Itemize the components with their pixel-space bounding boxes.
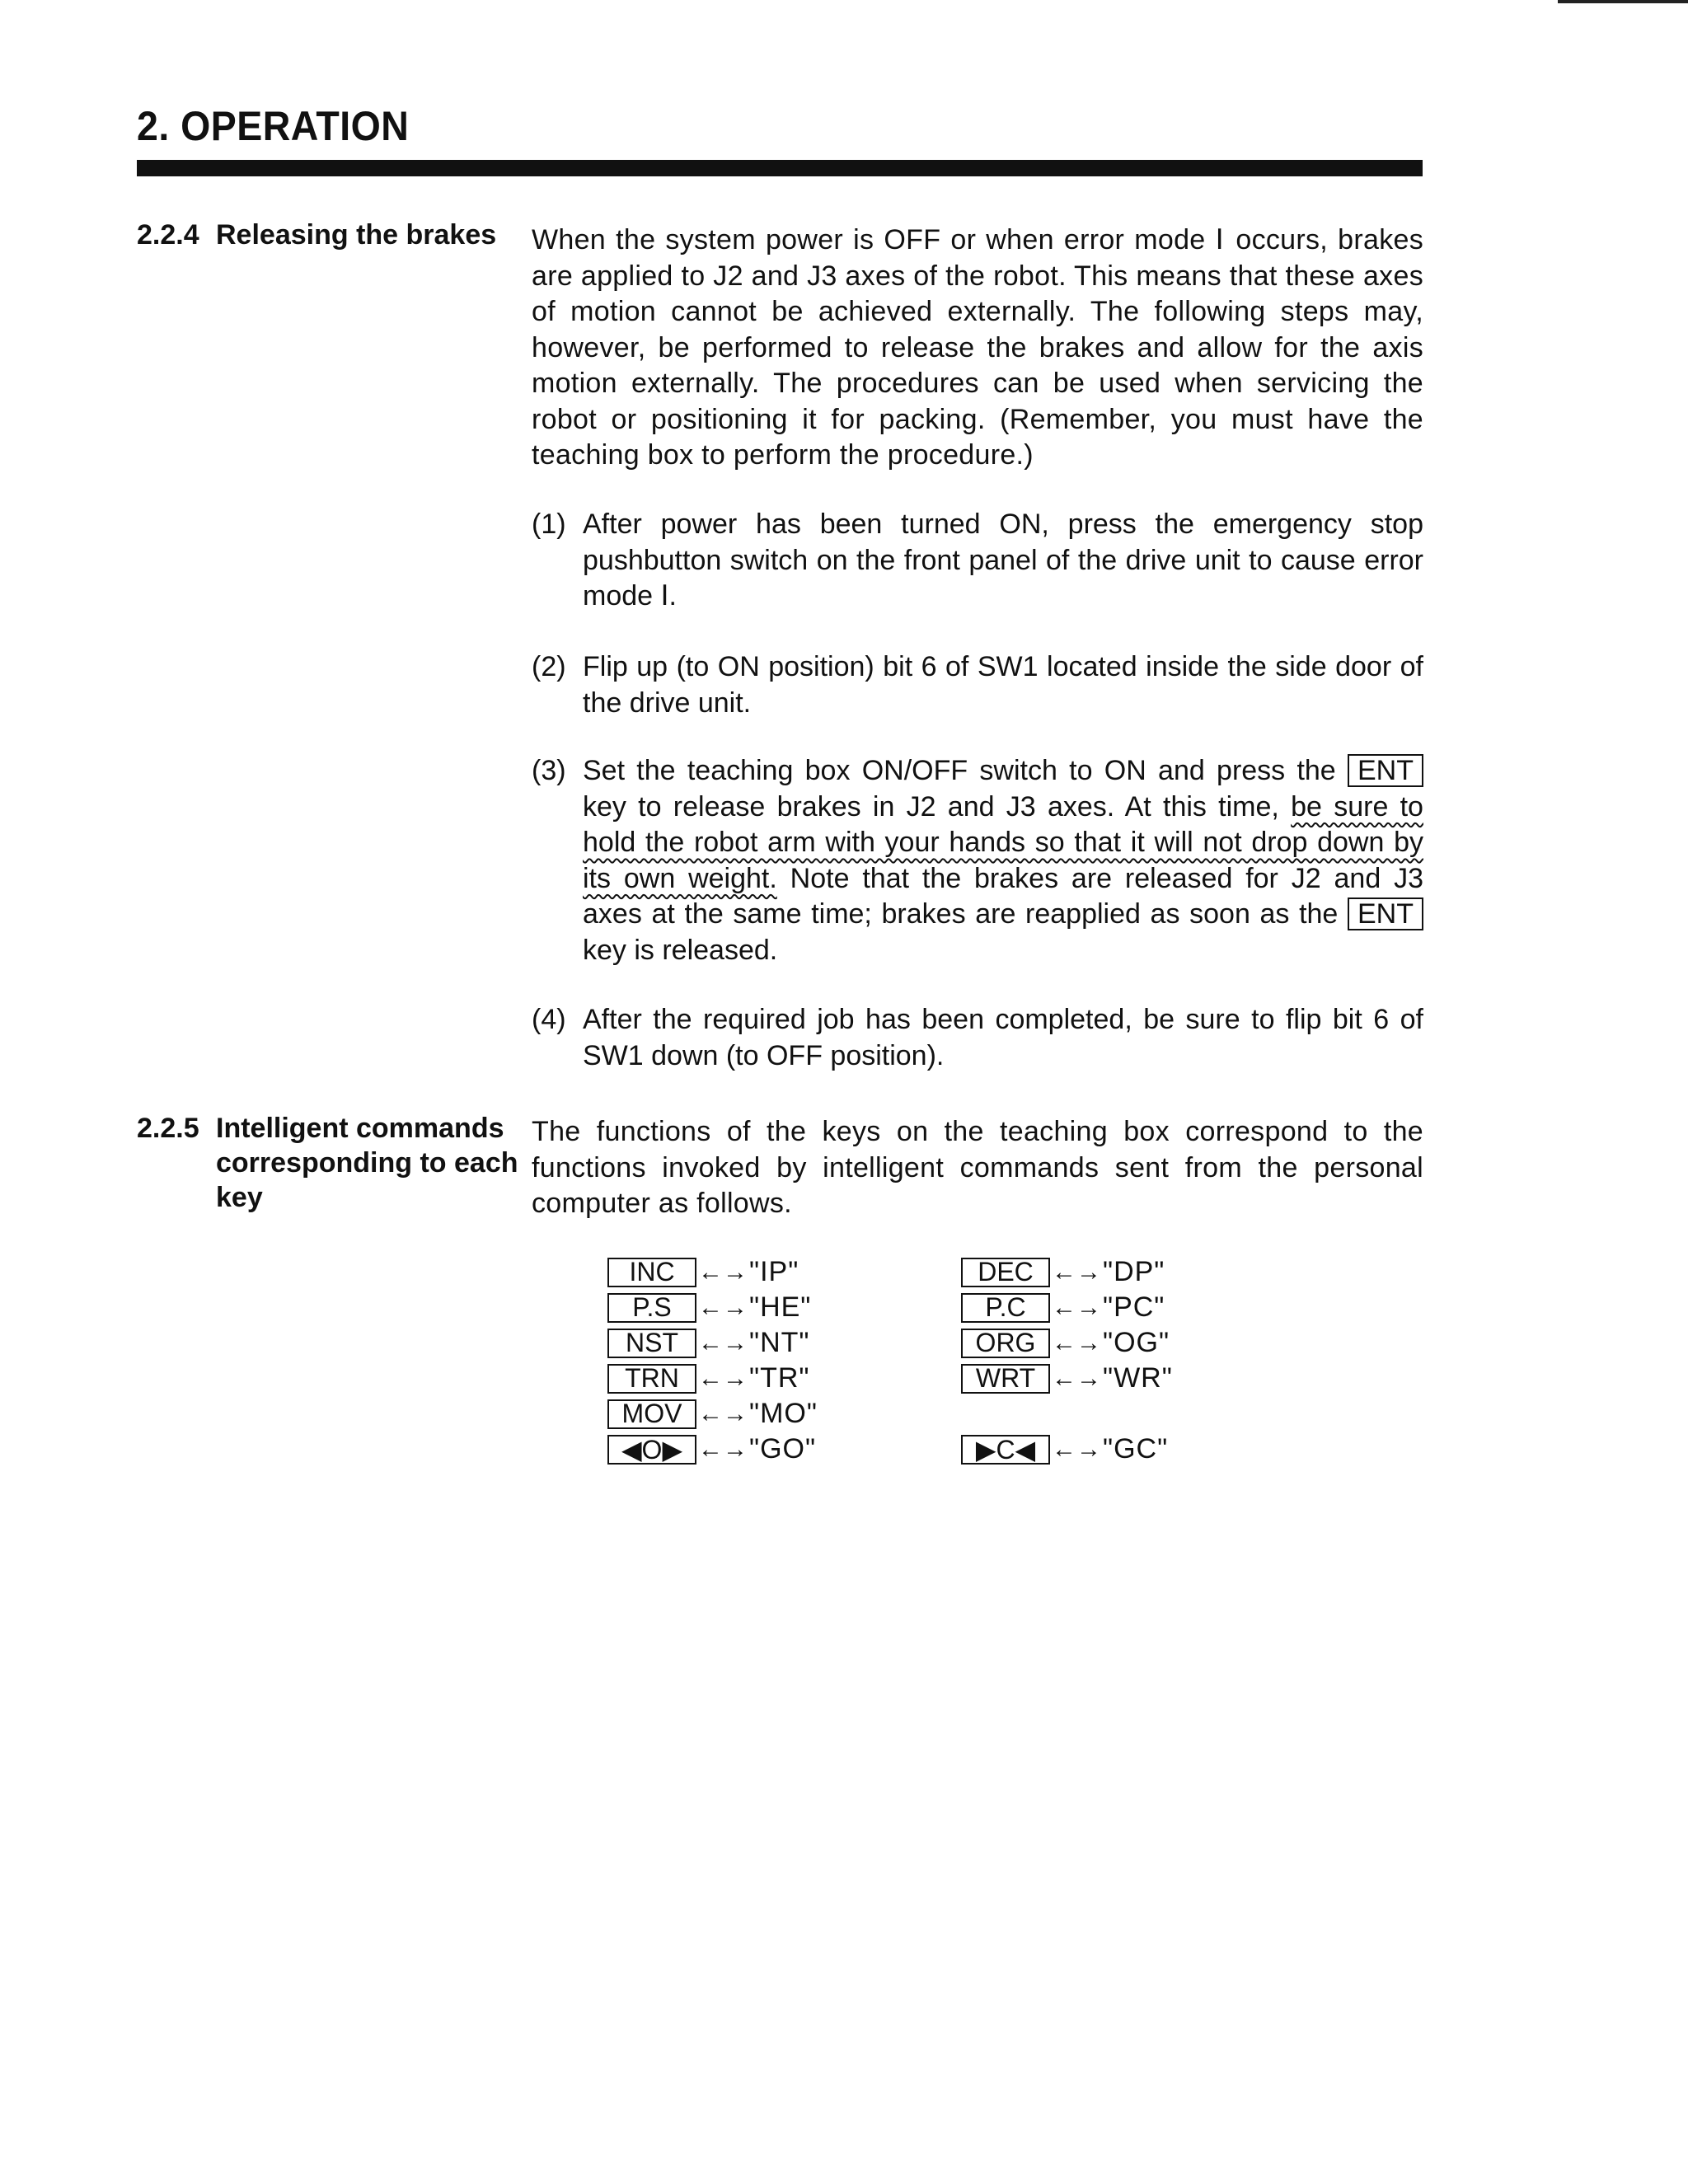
double-arrow-icon: ←→	[698, 1435, 748, 1463]
step-3	[532, 753, 1423, 968]
command-code: "OG"	[1103, 1327, 1170, 1358]
key-mapping-row	[961, 1290, 1173, 1325]
command-code: "WR"	[1103, 1362, 1173, 1394]
dec-key: DEC	[961, 1258, 1050, 1287]
section-224-intro: When the system power is OFF or when error mode Ⅰ occurs, brakes are applied to J2 and J3 axes of the robot. This means that these axes of motion cannot be achieved externally. The following steps may, however, be performed to release the brakes and allow for the axis motion externally. The procedures can be used when servicing the robot or positioning it for packing. (Remember, you must have the teaching box to perform the procedure.)	[532, 224, 1423, 471]
key-table-right	[961, 1254, 1173, 1467]
section-225-title-line: key	[216, 1182, 263, 1213]
top-corner-rule	[1558, 0, 1688, 3]
step-number: (4)	[532, 1004, 566, 1035]
key-mapping-row	[607, 1432, 818, 1467]
hand-close-key: ▶C◀	[961, 1435, 1050, 1465]
double-arrow-icon: ←→	[698, 1293, 748, 1321]
key-mapping-row	[961, 1361, 1173, 1396]
command-code: "GC"	[1103, 1433, 1169, 1465]
step-4	[532, 1002, 1423, 1074]
chapter-title: 2. OPERATION	[137, 103, 410, 149]
ent-key: ENT	[1348, 898, 1423, 930]
nst-key: NST	[607, 1329, 696, 1358]
hand-open-key: ◀O▶	[607, 1435, 696, 1465]
step-number: (1)	[532, 509, 566, 540]
double-arrow-icon: ←→	[698, 1364, 748, 1392]
step-text	[583, 753, 1423, 968]
section-225-title-line: Intelligent commands	[216, 1113, 504, 1144]
section-225-title-line: corresponding to each	[216, 1147, 518, 1179]
step-3-part1: Set the teaching box ON/OFF switch to ON and press the	[583, 755, 1336, 786]
inc-key: INC	[607, 1258, 696, 1287]
section-224-heading	[137, 218, 496, 252]
section-224-title: Releasing the brakes	[216, 219, 497, 251]
step-number: (2)	[532, 651, 566, 682]
double-arrow-icon: ←→	[698, 1258, 748, 1286]
ent-key: ENT	[1348, 754, 1423, 787]
double-arrow-icon: ←→	[1052, 1435, 1101, 1463]
key-mapping-row	[961, 1432, 1173, 1467]
command-code: "HE"	[749, 1291, 812, 1323]
key-table-left	[607, 1254, 818, 1467]
step-3-part4: key is released.	[583, 934, 778, 966]
double-arrow-icon: ←→	[1052, 1258, 1101, 1286]
step-text: Flip up (to ON position) bit 6 of SW1 located inside the side door of the drive unit.	[583, 651, 1423, 719]
title-rule	[137, 160, 1423, 176]
key-mapping-row	[607, 1361, 818, 1396]
org-key: ORG	[961, 1329, 1050, 1358]
key-mapping-row	[607, 1396, 818, 1432]
double-arrow-icon: ←→	[698, 1399, 748, 1427]
key-mapping-row	[961, 1254, 1173, 1290]
command-code: "TR"	[749, 1362, 810, 1394]
section-225-number: 2.2.5	[137, 1113, 199, 1144]
step-3-part2: key to release brakes in J2 and J3 axes. At this time,	[583, 790, 1279, 823]
ps-key: P.S	[607, 1293, 696, 1323]
pc-key: P.C	[961, 1293, 1050, 1323]
command-code: "GO"	[749, 1433, 817, 1465]
double-arrow-icon: ←→	[1052, 1364, 1101, 1392]
command-code: "NT"	[749, 1327, 810, 1358]
command-code: "MO"	[749, 1398, 818, 1429]
wrt-key: WRT	[961, 1364, 1050, 1394]
command-code: "PC"	[1103, 1291, 1165, 1323]
key-mapping-row	[607, 1325, 818, 1361]
step-1	[532, 507, 1423, 615]
section-225-intro: The functions of the keys on the teaching box correspond to the functions invoked by intelligent commands sent from the personal computer as follows.	[532, 1116, 1423, 1219]
key-mapping-row	[961, 1325, 1173, 1361]
step-text: After the required job has been completed, be sure to flip bit 6 of SW1 down (to OFF position).	[583, 1004, 1423, 1071]
double-arrow-icon: ←→	[1052, 1293, 1101, 1321]
empty-row	[961, 1396, 1173, 1432]
step-text: After power has been turned ON, press the emergency stop pushbutton switch on the front panel of the drive unit to cause error mode Ⅰ.	[583, 509, 1423, 612]
step-3-warning: be sure to hold the robot arm with your hands so that it will not drop down by its own weight.	[583, 790, 1423, 894]
step-3-part3: Note that the brakes are released for J2 and J3 axes at the same time; brakes are reapplied as soon as the	[583, 862, 1423, 930]
double-arrow-icon: ←→	[698, 1329, 748, 1357]
mov-key: MOV	[607, 1399, 696, 1429]
command-code: "DP"	[1103, 1256, 1165, 1287]
trn-key: TRN	[607, 1364, 696, 1394]
key-mapping-row	[607, 1254, 818, 1290]
double-arrow-icon: ←→	[1052, 1329, 1101, 1357]
key-mapping-row	[607, 1290, 818, 1325]
section-225-heading	[137, 1111, 518, 1215]
step-number: (3)	[532, 755, 566, 786]
step-2	[532, 649, 1423, 721]
section-224-number: 2.2.4	[137, 219, 199, 251]
command-code: "IP"	[749, 1256, 799, 1287]
